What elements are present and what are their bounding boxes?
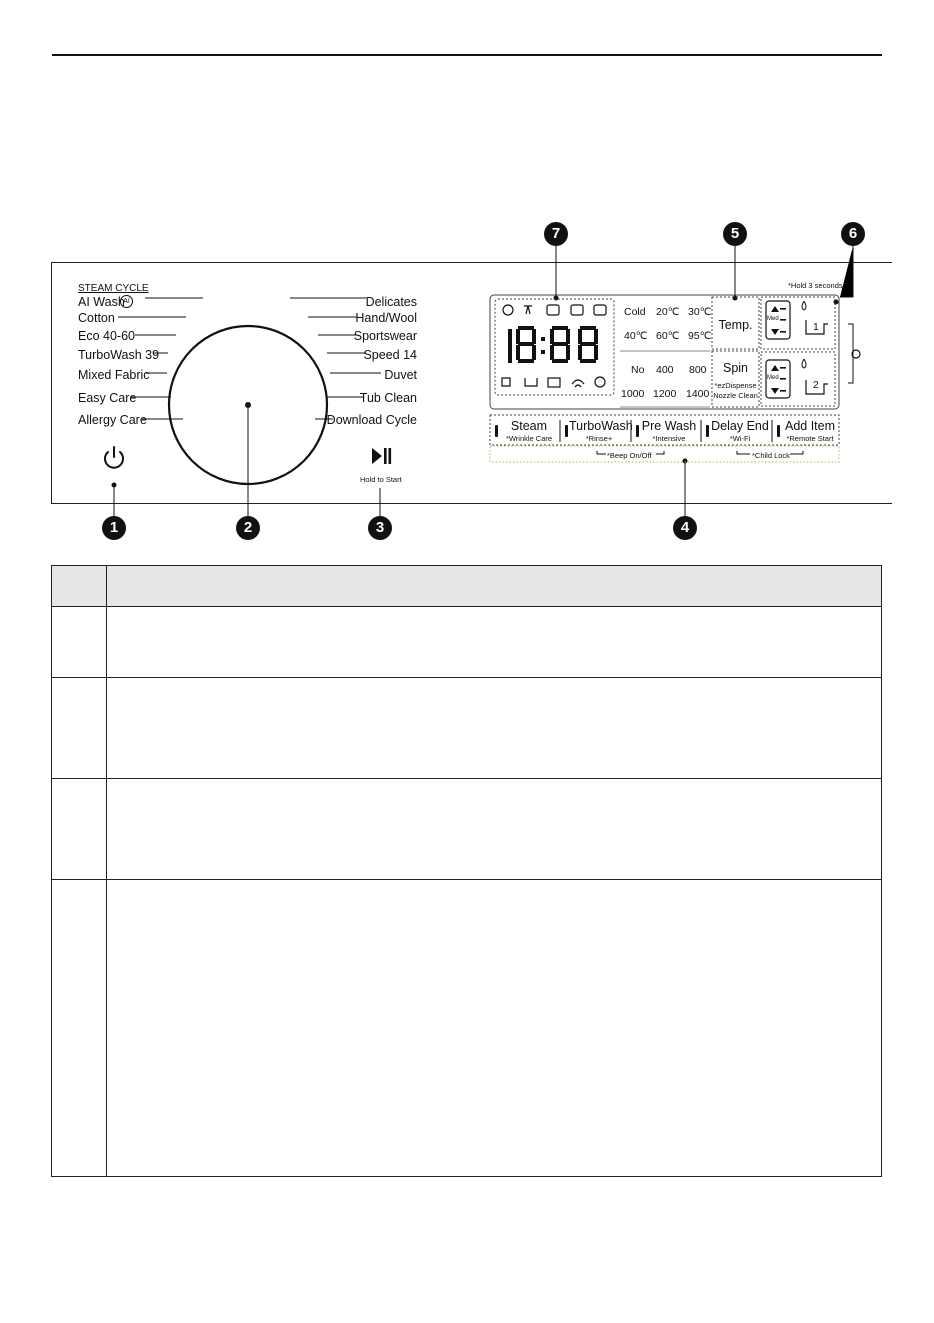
beep-on-off-label: *Beep On/Off <box>607 451 652 460</box>
program-speed-14[interactable]: Speed 14 <box>363 348 417 362</box>
program-duvet[interactable]: Duvet <box>384 368 417 382</box>
callout-5: 5 <box>723 222 747 246</box>
power-led <box>112 483 117 488</box>
spin-400: 400 <box>656 364 674 376</box>
child-lock-label: *Child Lock <box>752 451 790 460</box>
table-header-description <box>107 566 882 607</box>
drop-icon <box>802 301 806 310</box>
steam-button[interactable]: Steam <box>510 419 548 433</box>
program-eco-40-60[interactable]: Eco 40-60 <box>78 329 135 343</box>
spin-1000: 1000 <box>621 388 645 400</box>
description-table <box>51 565 882 1177</box>
table-row <box>52 678 882 779</box>
spin-1400: 1400 <box>686 388 710 400</box>
pre-wash-secondary: *Intensive <box>652 434 686 443</box>
spin-button[interactable]: Spin <box>722 361 749 375</box>
program-cotton[interactable]: Cotton <box>78 311 115 325</box>
add-item-button[interactable]: Add Item <box>784 419 836 433</box>
callout-7: 7 <box>544 222 568 246</box>
table-row <box>52 880 882 1177</box>
temp-button[interactable]: Temp. <box>718 318 753 332</box>
dispenser-number-1: 1 <box>813 321 819 333</box>
delay-end-button[interactable]: Delay End <box>711 419 769 433</box>
temp-40: 40℃ <box>624 330 648 342</box>
spin-1200: 1200 <box>653 388 677 400</box>
program-download-cycle[interactable]: Download Cycle <box>326 413 417 427</box>
add-item-secondary: *Remote Start <box>786 434 834 443</box>
program-ai-wash[interactable]: AI Wash <box>78 295 125 309</box>
ai-icon: AI <box>120 295 133 308</box>
dispenser-number-2: 2 <box>813 379 819 391</box>
callout-2: 2 <box>236 516 260 540</box>
temp-20: 20℃ <box>656 306 680 318</box>
program-tub-clean[interactable]: Tub Clean <box>359 391 417 405</box>
delay-end-secondary: *Wi-Fi <box>729 434 751 443</box>
callout-4: 4 <box>673 516 697 540</box>
steam-secondary: *Wrinkle Care <box>505 434 553 443</box>
pre-wash-button[interactable]: Pre Wash <box>641 419 697 433</box>
knob-center-dot <box>245 402 251 408</box>
seven-segment-display <box>508 326 598 363</box>
dispenser-level-2: Med <box>767 375 779 381</box>
callout-6: 6 <box>841 222 865 246</box>
spin-no: No <box>631 364 645 376</box>
table-header-row <box>52 566 882 607</box>
temp-30: 30℃ <box>688 306 712 318</box>
program-allergy-care[interactable]: Allergy Care <box>78 413 147 427</box>
spin-800: 800 <box>689 364 707 376</box>
program-hand-wool[interactable]: Hand/Wool <box>355 311 417 325</box>
program-delicates[interactable]: Delicates <box>365 295 417 309</box>
hold-3-seconds-label: *Hold 3 seconds <box>788 281 843 290</box>
power-icon <box>105 447 123 468</box>
spin-secondary-nozzle-clean: Nozzle Clean <box>713 391 758 400</box>
table-header-number <box>52 566 107 607</box>
program-easy-care[interactable]: Easy Care <box>78 391 137 405</box>
temp-cold: Cold <box>624 306 646 318</box>
drop-icon <box>802 359 806 368</box>
temp-95: 95℃ <box>688 330 712 342</box>
table-row <box>52 779 882 880</box>
callout-1: 1 <box>102 516 126 540</box>
steam-cycle-header: STEAM CYCLE <box>78 283 149 294</box>
turbowash-button[interactable]: TurboWash <box>569 419 633 433</box>
program-turbowash-39[interactable]: TurboWash 39 <box>78 348 160 362</box>
temp-60: 60℃ <box>656 330 680 342</box>
turbowash-secondary: *Rinse+ <box>585 434 613 443</box>
program-mixed-fabric[interactable]: Mixed Fabric <box>78 368 150 382</box>
hold-to-start-label: Hold to Start <box>360 475 402 484</box>
dispenser-level-1: Med <box>767 316 779 322</box>
program-sportswear[interactable]: Sportswear <box>353 329 417 343</box>
spin-secondary-ezdispense: *ezDispense <box>714 381 757 390</box>
play-pause-icon <box>372 448 391 464</box>
callout-3: 3 <box>368 516 392 540</box>
table-row <box>52 607 882 678</box>
